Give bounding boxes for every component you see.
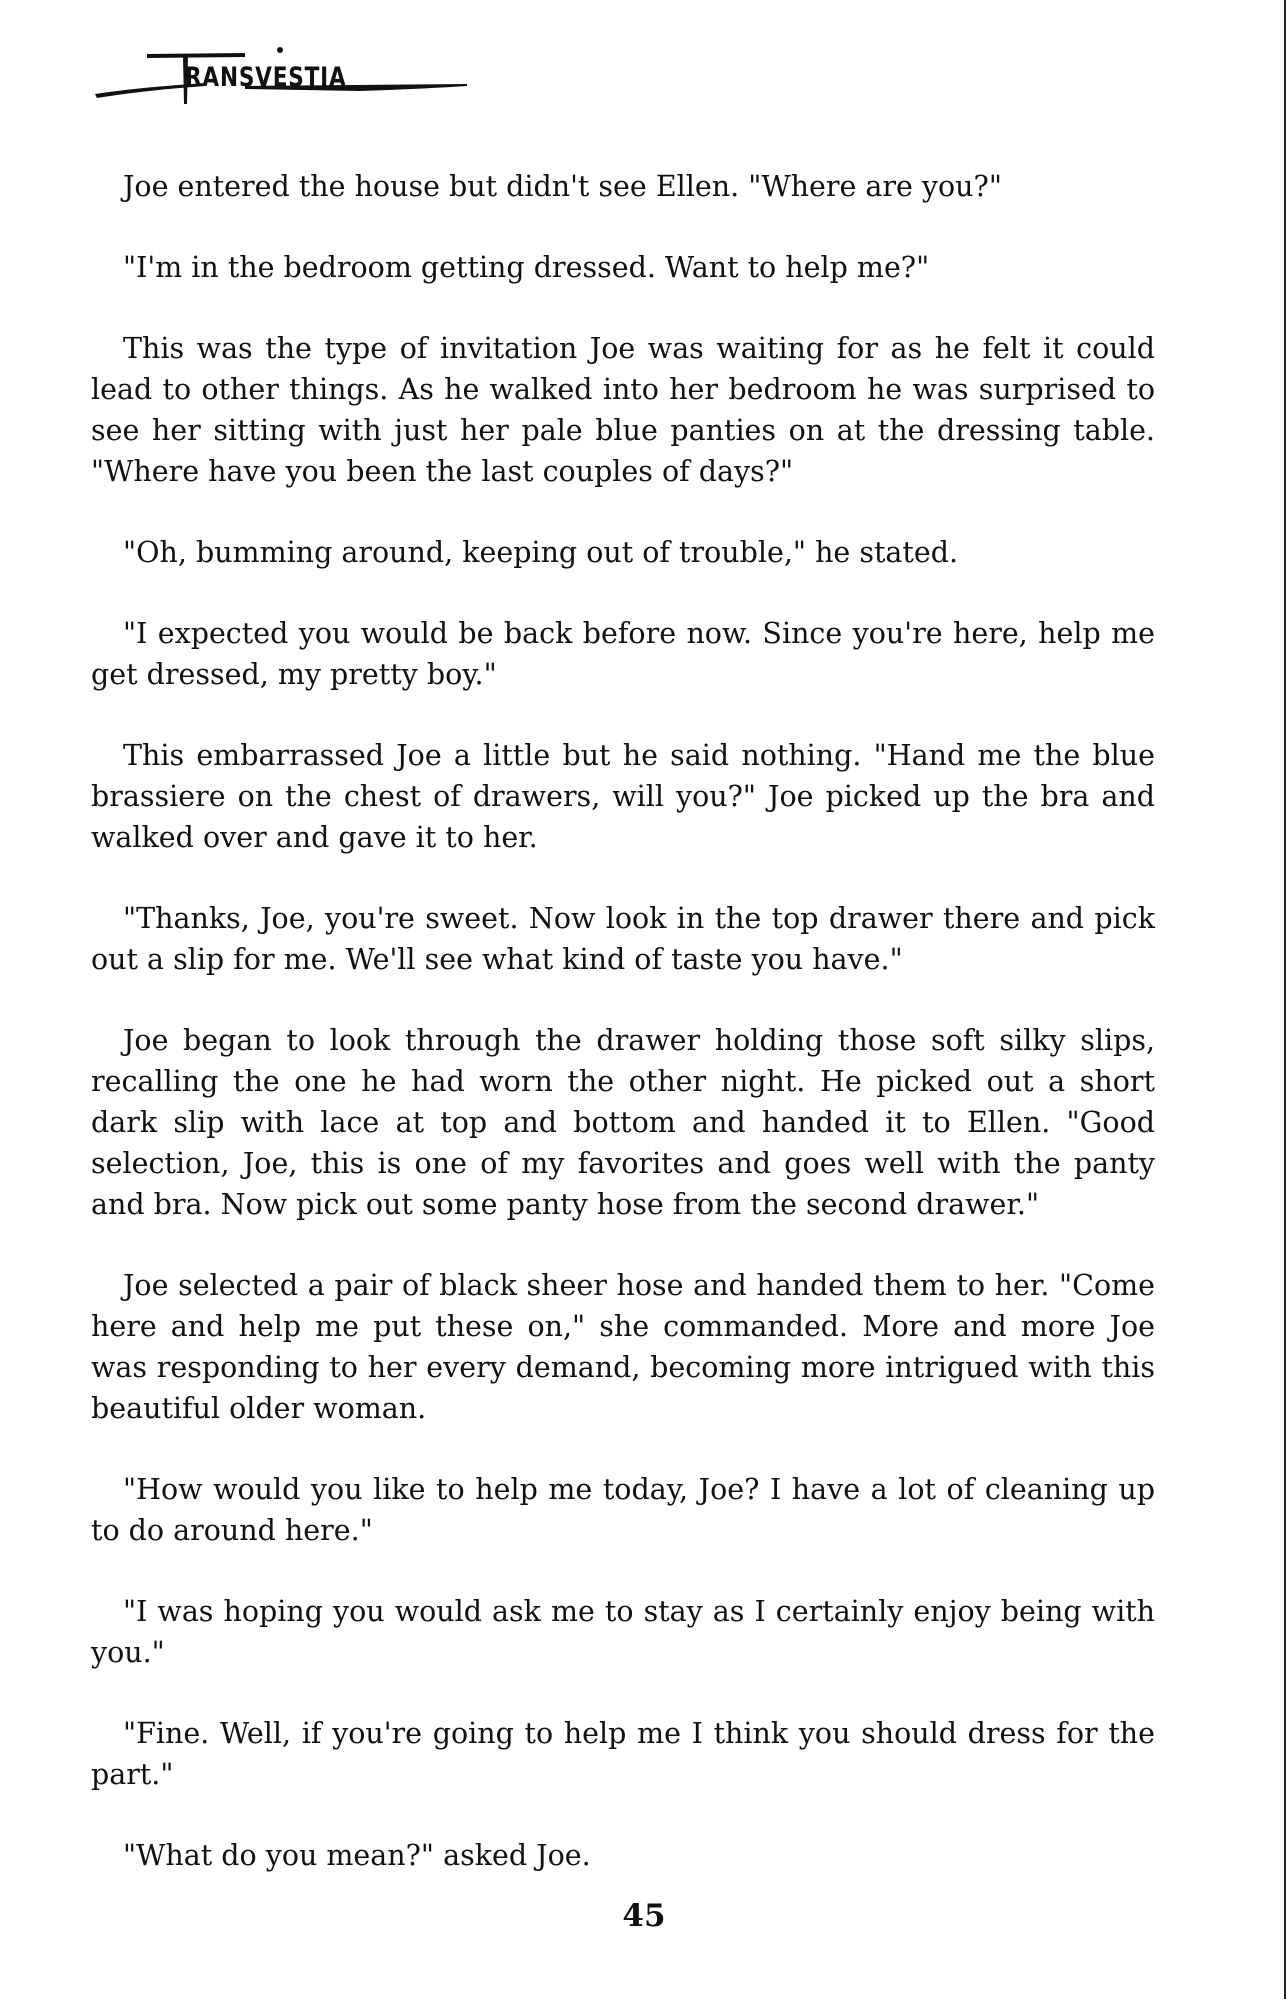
- body-text: [91, 166, 1155, 1916]
- logo-wordmark: RANSVESTIA: [185, 62, 347, 93]
- paragraph: This was the type of invitation Joe was waiting for as he felt it could lead to other things. As he walked into her bedroom he was surprised to see her sitting with just her pale blue panties on at the dressing table. "Where have you been the last couples of days?": [91, 332, 1155, 488]
- paragraph: Joe selected a pair of black sheer hose and handed them to her. "Come here and help me put these on," she commanded. More and more Joe was responding to her every demand, becoming more intrigued with this beautiful older woman.: [91, 1269, 1155, 1425]
- paragraph: Joe entered the house but didn't see Ellen. "Where are you?": [123, 170, 1002, 203]
- paragraph: "Fine. Well, if you're going to help me I think you should dress for the part.": [91, 1717, 1155, 1791]
- paragraph: "Oh, bumming around, keeping out of trouble," he stated.: [123, 536, 959, 569]
- paragraph: "I'm in the bedroom getting dressed. Want to help me?": [123, 251, 930, 284]
- page-number: 45: [622, 1898, 666, 1934]
- paragraph: Joe began to look through the drawer holding those soft silky slips, recalling the one he had worn the other night. He picked out a short dark slip with lace at top and bottom and handed it to Ellen. "Good selection, Joe, this is one of my favorites and goes well with the panty and bra. Now pick out some panty hose from the second drawer.": [91, 1024, 1155, 1221]
- paragraph: "I expected you would be back before now. Since you're here, help me get dressed, my pretty boy.": [91, 617, 1155, 691]
- paragraph: "What do you mean?" asked Joe.: [123, 1839, 591, 1872]
- running-header-logo: [95, 42, 475, 122]
- paragraph: "Thanks, Joe, you're sweet. Now look in the top drawer there and pick out a slip for me. We'll see what kind of taste you have.": [91, 902, 1155, 976]
- page-edge-line: [1284, 0, 1286, 1999]
- paragraph: "I was hoping you would ask me to stay as I certainly enjoy being with you.": [91, 1595, 1155, 1669]
- paragraph: "How would you like to help me today, Joe? I have a lot of cleaning up to do around here.": [91, 1473, 1155, 1547]
- paragraph: This embarrassed Joe a little but he said nothing. "Hand me the blue brassiere on the chest of drawers, will you?" Joe picked up the bra and walked over and gave it to her.: [91, 739, 1155, 854]
